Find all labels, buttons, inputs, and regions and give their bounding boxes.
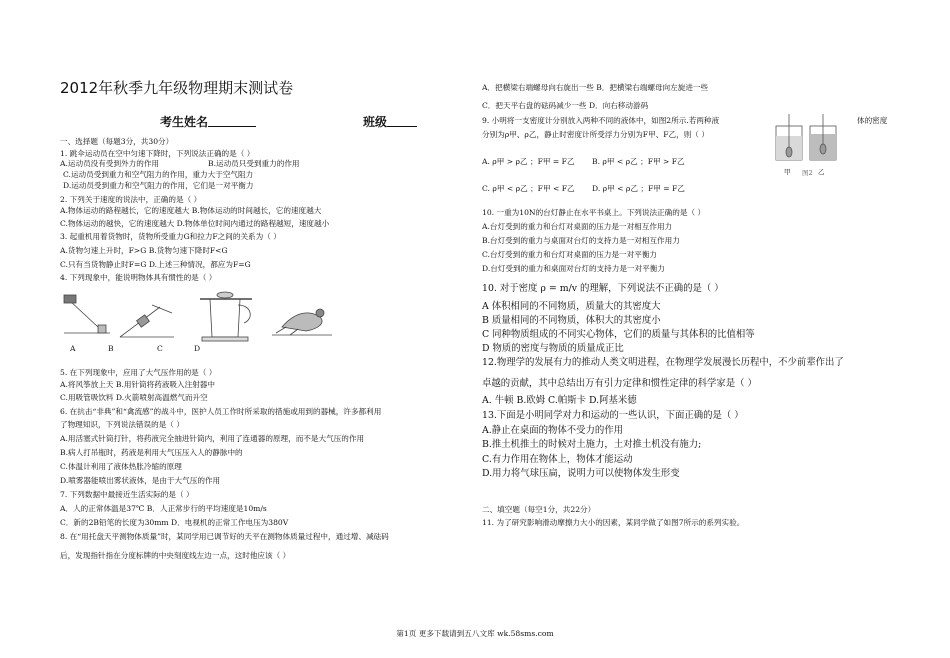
q6-option-a: A.用活塞式针筒打针，将药液完全抽进针筒内，利用了连通器的原理，而不是大气压的作用	[60, 434, 365, 443]
q7-stem: 7. 下列数据中最接近生活实际的是（ ）	[60, 490, 194, 499]
hydrometer-beakers	[772, 112, 844, 176]
q8-options-ab: A．把横梁右端螺母向右旋出一些 B．把横梁右端螺母向左旋进一些	[482, 83, 709, 92]
student-name-label: 考生姓名	[160, 114, 256, 127]
q1-stem: 1. 跳伞运动员在空中匀速下降时，下列说法正确的是（ ）	[60, 149, 255, 158]
q10-stem: 10. 一重为10N的台灯静止在水平书桌上。下列说法正确的是（ ）	[482, 208, 706, 217]
q9-option-d: D. ρ甲 < ρ乙 ；F甲 = F乙	[592, 184, 685, 193]
q10b-stem: 10. 对于密度 ρ = m/v 的理解，下列说法不正确的是（ ）	[482, 283, 724, 294]
q10b-option-b: B 质量相同的不同物质，体积大的其密度小	[482, 315, 661, 326]
q9-stem: 9. 小明将一支密度计分别放入两种不同的液体中，如图2所示.若两种液	[482, 116, 720, 125]
q9-option-a: A. ρ甲 > ρ乙 ；F甲 = F乙	[482, 157, 575, 166]
sketch-a	[64, 295, 110, 333]
q9-stem-end: 体的密度	[857, 116, 888, 125]
q2-options-ab: A.物体运动的路程越长，它的速度越大 B.物体运动的时间越长，它的速度越大	[60, 206, 322, 215]
q4-label-c: C	[157, 344, 163, 353]
q8-stem: 8. 在“用托盘天平测物体质量”时，某同学用已调节好的天平在测物体质量过程中，通过增、减砝码	[60, 532, 389, 541]
q4-label-a: A	[70, 344, 76, 353]
q5-options-cd: C.用吸管吸饮料 D.火箭喷射高温燃气而升空	[60, 393, 208, 402]
figure-2-caption: 图2	[802, 169, 813, 177]
sketch-c	[200, 292, 252, 341]
q10b-option-a: A 体积相同的不同物质，质量大的其密度大	[482, 301, 661, 312]
q3-options-cd: C.只有当货物静止时F=G D.上述三种情况，都应为F=G	[60, 260, 251, 269]
q10b-option-d: D 物质的密度与物质的质量成正比	[482, 343, 624, 354]
sketch-d	[272, 309, 332, 335]
q10-option-b: B.台灯受到的重力与桌面对台灯的支持力是一对相互作用力	[482, 236, 680, 245]
q1-option-d: D.运动员受到重力和空气阻力的作用，它们是一对平衡力	[63, 181, 254, 190]
figure-2-label-right: 乙	[818, 168, 825, 176]
figure-2-label-left: 甲	[784, 168, 791, 176]
q9-option-c: C. ρ甲 < ρ乙 ；F甲 < F乙	[482, 184, 575, 193]
q13-option-d: D.用力将气球压扁，说明力可以使物体发生形变	[482, 468, 680, 479]
q10-option-c: C.台灯受到的重力和台灯对桌面的压力是一对平衡力	[482, 250, 658, 259]
page-footer: 第1页 更多下载请到五八文库 wk.58sms.com	[396, 629, 554, 638]
q13-option-c: C.有力作用在物体上，物体才能运动	[482, 454, 633, 465]
q7-options-ab: A．人的正常体温是37℃ B．人正常步行的平均速度是10m/s	[60, 504, 267, 513]
q2-options-cd: C.物体运动的越快，它的速度越大 D.物体单位时间内通过的路程越短，速度越小	[60, 219, 330, 228]
q8-options-cd: C．把天平右盘的砝码减少一些 D．向右移动游码	[482, 101, 649, 110]
q10b-option-c: C 同种物质组成的不同实心物体，它们的质量与其体积的比值相等	[482, 329, 755, 340]
q12-stem-2: 卓越的贡献，其中总结出万有引力定律和惯性定律的科学家是（ ）	[482, 378, 757, 389]
q5-stem: 5. 在下列现象中，应用了大气压作用的是（ ）	[60, 368, 217, 377]
q1-option-a: A.运动员没有受到外力的作用	[60, 159, 160, 168]
section-heading-choice: 一、选择题（每题3分，共30分）	[60, 137, 174, 146]
q5-options-ab: A.将风筝放上天 B.用针筒将药液吸入注射器中	[60, 380, 215, 389]
q13-option-a: A.静止在桌面的物体不受力的作用	[482, 425, 624, 436]
q6-stem-2: 了物理知识，下列说法错误的是（ ）	[60, 420, 184, 429]
q6-stem: 6. 在抗击“非典”和“禽流感”的战斗中，医护人员工作时所采取的措施或用到的器械，许多都利用	[60, 407, 382, 416]
q1-option-c: C.运动员受到重力和空气阻力的作用，重力大于空气阻力	[63, 170, 254, 179]
q3-stem: 3. 起重机用着货物时，货物所受重力G和拉力F之间的关系为（ ）	[60, 232, 281, 241]
q9-option-b: B. ρ甲 < ρ乙 ；F甲 > F乙	[592, 157, 685, 166]
q7-options-cd: C．新的2B铅笔的长度为30mm D．电视机的正常工作电压为380V	[60, 518, 289, 527]
q6-option-b: B.病人打吊瓶时，药液是利用大气压压入人的静脉中的	[60, 448, 243, 457]
sketch-b	[120, 305, 174, 337]
q4-figure	[62, 287, 362, 342]
q1-option-b: B.运动员只受到重力的作用	[208, 159, 300, 168]
q12-stem: 12.物理学的发展有力的推动人类文明进程，在物理学发展漫长历程中，不少前辈作出了	[482, 357, 844, 368]
class-label: 班级	[363, 114, 417, 127]
q12-options: A. 牛顿 B.欧姆 C.帕斯卡 D.阿基米德	[482, 395, 637, 406]
q8-stem-2: 后，发现指针指在分度标牌的中央刻度线左边一点，这时他应该（ ）	[60, 551, 291, 560]
q4-stem: 4. 下列现象中，能说明物体具有惯性的是（ ）	[60, 273, 217, 282]
q6-option-d: D.喷雾器能喷出雾状液体，是由于大气压的作用	[60, 476, 221, 485]
section-heading-fill: 二、填空题（每空1分，共22分）	[482, 505, 596, 514]
q10-option-d: D.台灯受到的重力和桌面对台灯的支持力是一对平衡力	[482, 264, 665, 273]
q2-stem: 2. 下列关于速度的说法中，正确的是（ ）	[60, 195, 202, 204]
page-title: 2012年秋季九年级物理期末测试卷	[60, 79, 294, 97]
q6-option-c: C.体温计利用了液体热胀冷缩的原理	[60, 462, 182, 471]
q13-option-b: B.推土机推土的时候对土施力，土对推土机没有施力;	[482, 439, 702, 450]
q9-stem-2: 分别为ρ甲、ρ乙，静止时密度计所受浮力分别为F甲、F乙，则（ ）	[482, 130, 709, 139]
q13-stem: 13.下面是小明同学对力和运动的一些认识，下面正确的是（ ）	[482, 410, 744, 421]
q10-option-a: A.台灯受到的重力和台灯对桌面的压力是一对相互作用力	[482, 222, 673, 231]
q4-label-b: B	[108, 344, 114, 353]
q4-sketches	[62, 287, 362, 342]
figure-2	[772, 112, 844, 176]
q3-options-ab: A.货物匀速上升时，F>G B.货物匀速下降时F<G	[60, 246, 228, 255]
q4-label-d: D	[194, 344, 201, 353]
q11-fill-stem: 11. 为了研究影响滑动摩擦力大小的因素，某同学做了如图7所示的系列实验。	[482, 518, 745, 527]
